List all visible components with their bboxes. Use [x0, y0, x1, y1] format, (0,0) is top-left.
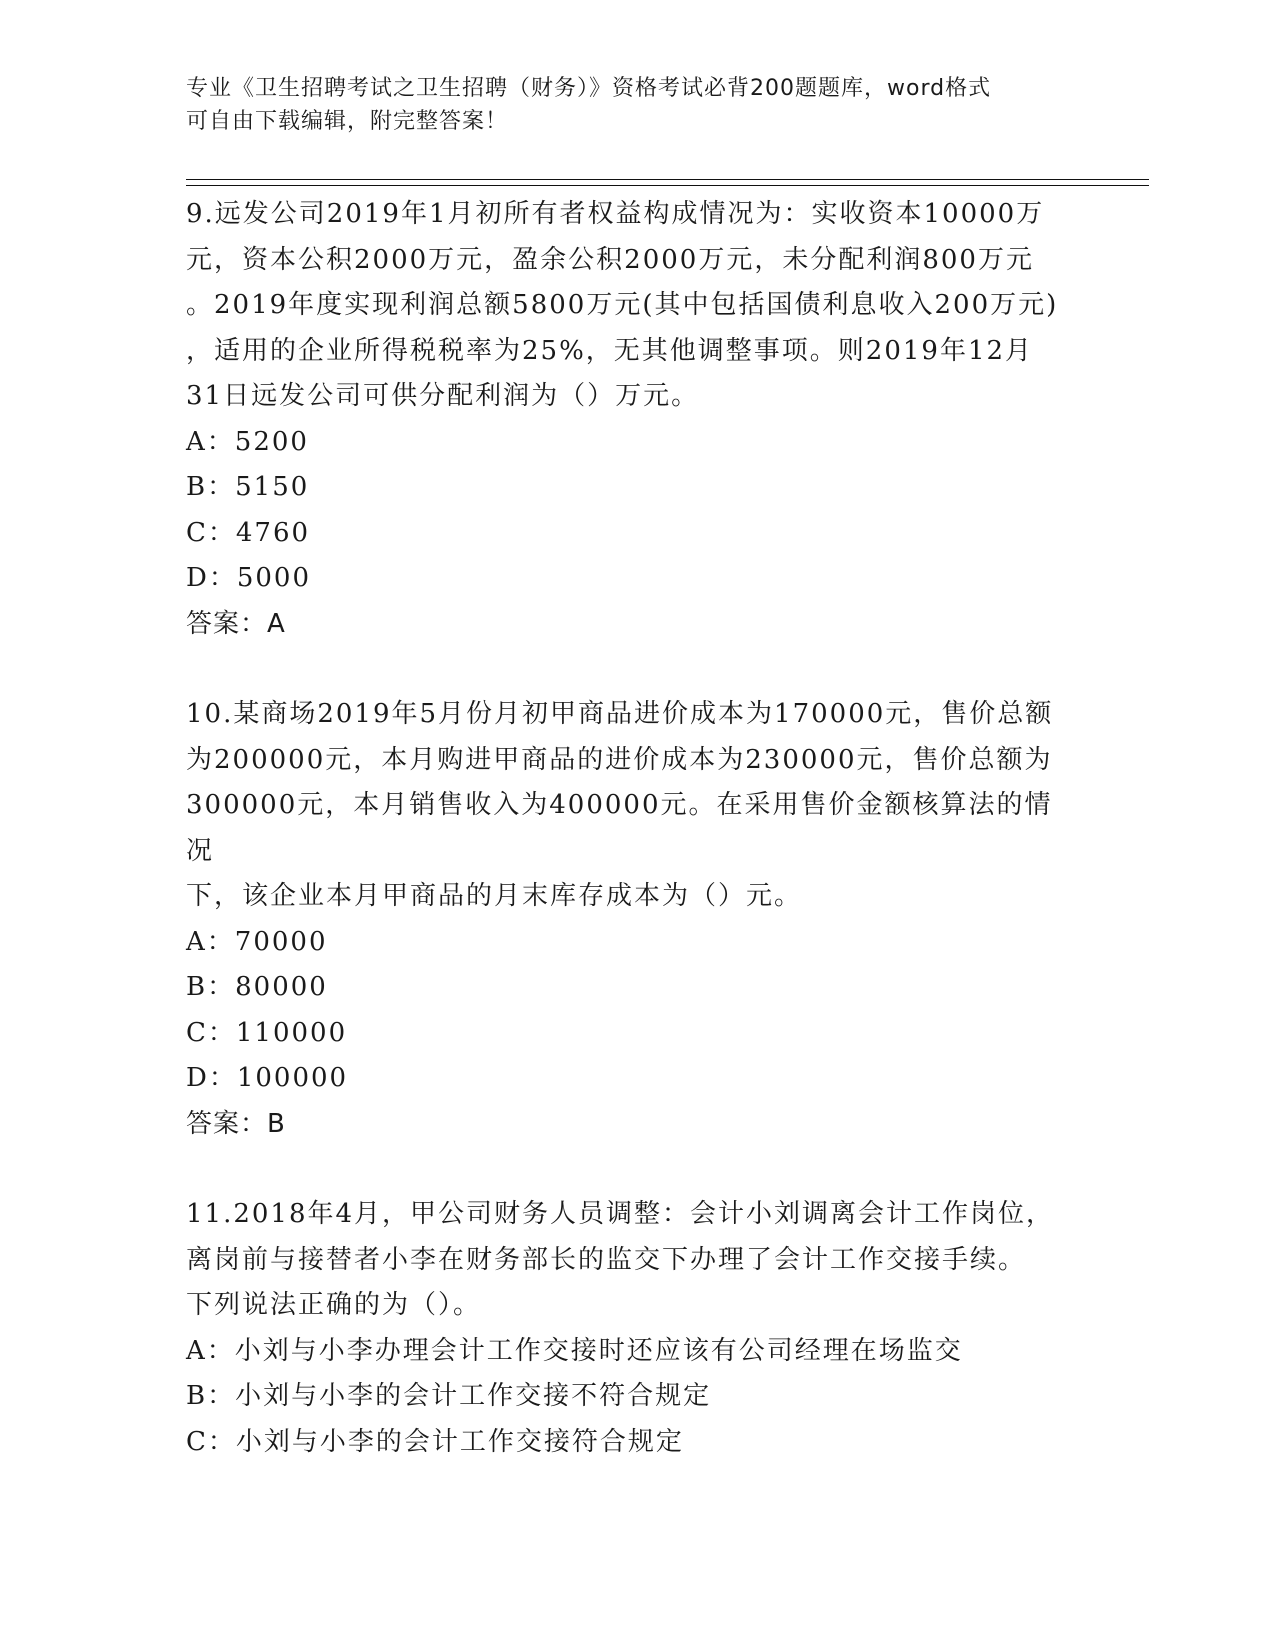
question-text-line: 11.2018年4月，甲公司财务人员调整：会计小刘调离会计工作岗位， — [186, 1199, 1055, 1229]
spacer — [186, 647, 1076, 692]
question-list — [186, 192, 1076, 1465]
question-11 — [186, 1192, 1076, 1465]
option-c: C：110000 — [186, 1017, 348, 1048]
option-a: A：5200 — [186, 426, 309, 457]
question-text-line: 10.某商场2019年5月份月初甲商品进价成本为170000元，售价总额 — [186, 699, 1054, 729]
question-9 — [186, 192, 1076, 647]
option-a: A：小刘与小李办理会计工作交接时还应该有公司经理在场监交 — [186, 1335, 963, 1366]
spacer — [186, 1147, 1076, 1192]
question-text-line: 元，资本公积2000万元，盈余公积2000万元，未分配利润800万元 — [186, 244, 1034, 275]
document-header — [186, 72, 1086, 138]
question-10 — [186, 692, 1076, 1147]
question-text-line: 下列说法正确的为（）。 — [186, 1290, 482, 1320]
question-text-line: 。2019年度实现利润总额5800万元(其中包括国债利息收入200万元) — [186, 290, 1059, 320]
option-b: B：5150 — [186, 472, 310, 502]
header-divider-bottom — [186, 185, 1149, 186]
option-c: C：4760 — [186, 517, 311, 548]
question-text-line: 9.远发公司2019年1月初所有者权益构成情况为：实收资本10000万 — [186, 199, 1045, 229]
option-a: A：70000 — [186, 926, 328, 957]
option-d: D：100000 — [186, 1063, 349, 1093]
question-text-line: ，适用的企业所得税税率为25%，无其他调整事项。则2019年12月 — [186, 335, 1034, 366]
question-text-line: 300000元，本月销售收入为400000元。在采用售价金额核算法的情况 — [186, 790, 1053, 866]
option-b: B：小刘与小李的会计工作交接不符合规定 — [186, 1381, 712, 1411]
question-text-line: 下，该企业本月甲商品的月末库存成本为（）元。 — [186, 881, 803, 911]
question-text-line: 为200000元，本月购进甲商品的进价成本为230000元，售价总额为 — [186, 744, 1053, 775]
option-b: B：80000 — [186, 972, 328, 1002]
header-line-2: 可自由下载编辑，附完整答案！ — [186, 109, 509, 134]
header-divider-top — [186, 179, 1149, 180]
answer-line: 答案：A — [186, 608, 286, 639]
option-c: C：小刘与小李的会计工作交接符合规定 — [186, 1426, 684, 1457]
answer-line: 答案：B — [186, 1108, 286, 1139]
question-text-line: 离岗前与接替者小李在财务部长的监交下办理了会计工作交接手续。 — [186, 1244, 1027, 1275]
question-text-line: 31日远发公司可供分配利润为（）万元。 — [186, 381, 700, 411]
header-line-1: 专业《卫生招聘考试之卫生招聘（财务）》资格考试必背200题题库，word格式 — [186, 76, 992, 101]
option-d: D：5000 — [186, 563, 312, 593]
